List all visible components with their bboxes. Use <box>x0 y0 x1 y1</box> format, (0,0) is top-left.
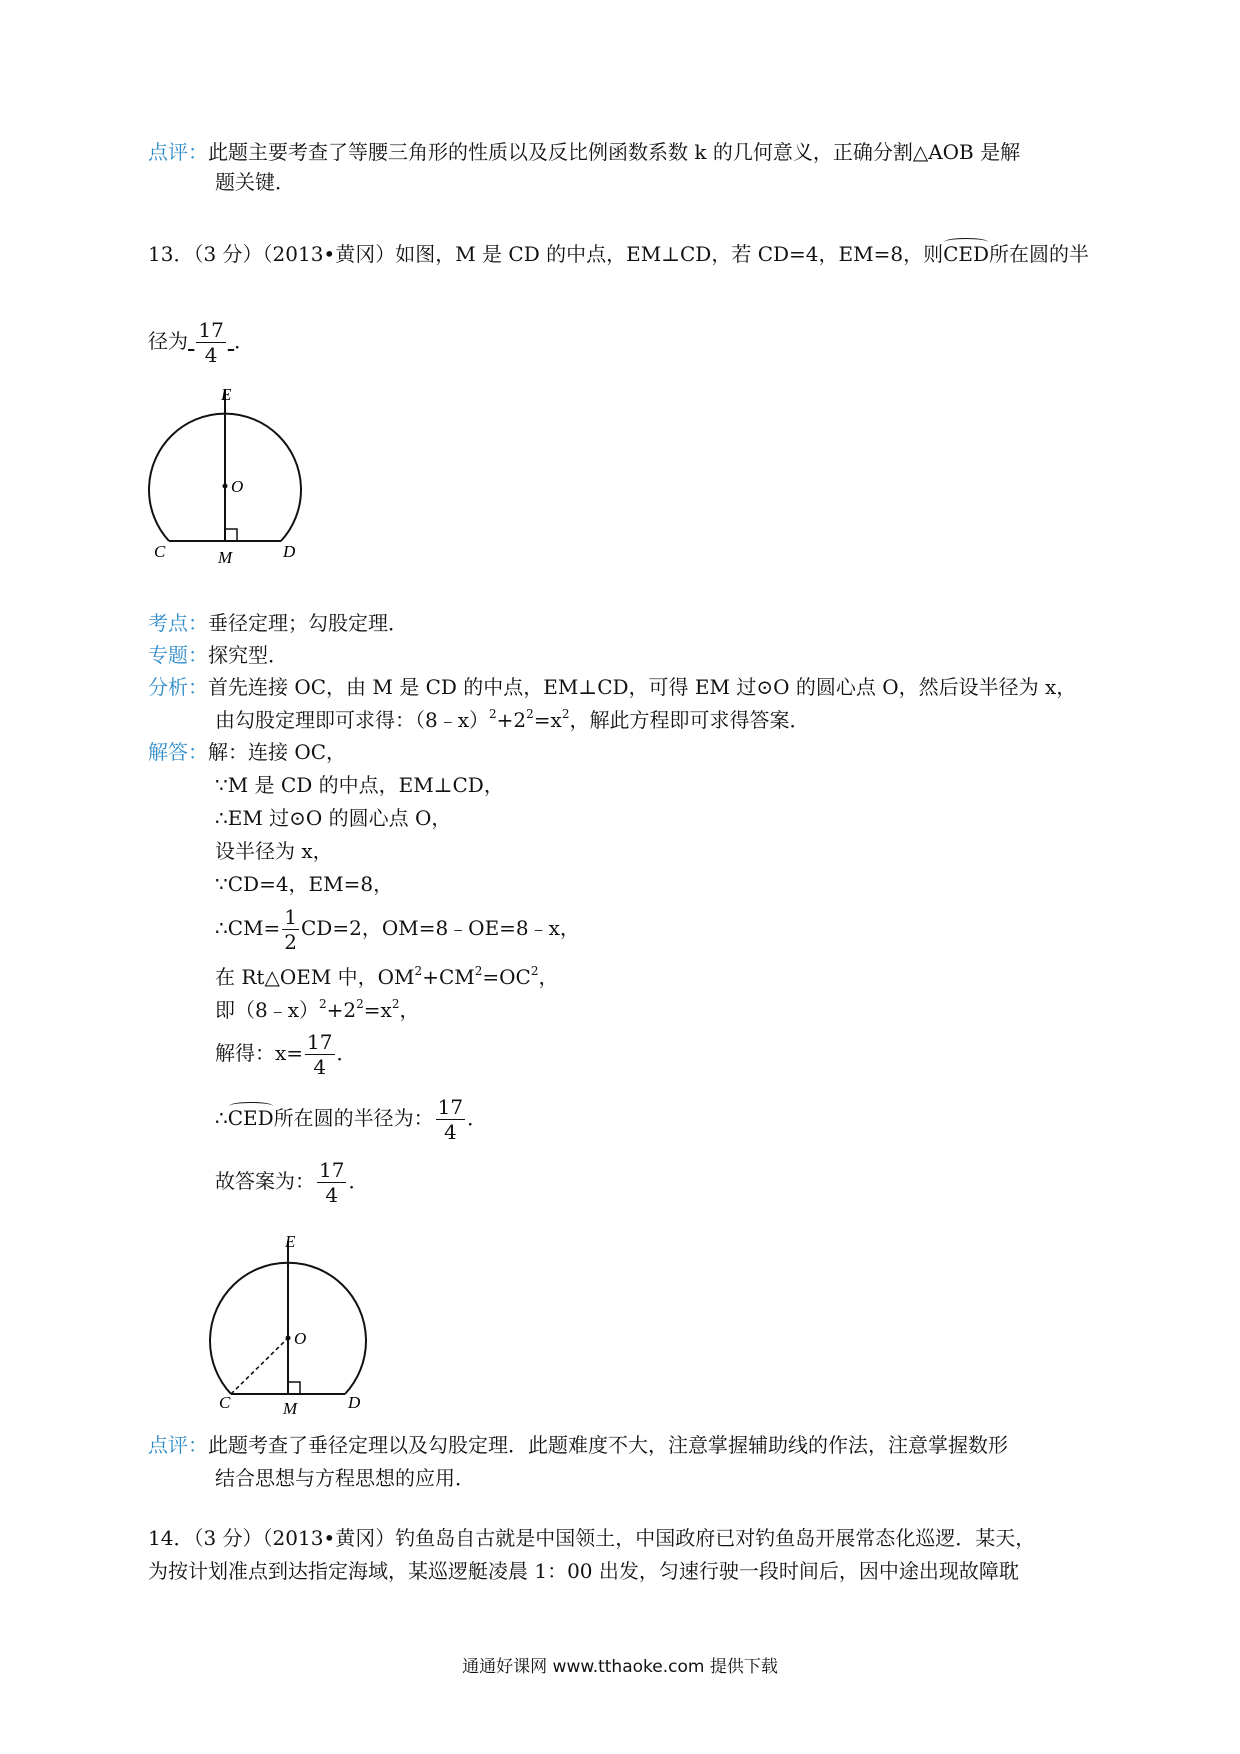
prev-comment-line1 <box>148 142 1020 162</box>
step-text: +2 <box>326 998 357 1022</box>
step-text: 即（8﹣x） <box>215 998 320 1022</box>
label-d: D <box>283 542 296 561</box>
center-point-o <box>223 484 228 489</box>
fenxi-line2-part: ，解此方程即可求得答案． <box>569 708 810 732</box>
fenxi-text: 首先连接 OC，由 M 是 CD 的中点，EM⊥CD，可得 EM 过⊙O 的圆心点 O，然后设半径为 x， <box>208 675 1077 699</box>
superscript: 2 <box>530 964 539 978</box>
segment-oc-dashed <box>231 1338 288 1394</box>
fenxi-line1 <box>148 677 1076 697</box>
q14-line2: 为按计划准点到达指定海域，某巡逻艇凌晨 1：00 出发，匀速行驶一段时间后，因中途出现故障耽 <box>148 1559 1019 1583</box>
label-m: M <box>218 548 233 567</box>
superscript: 2 <box>561 707 570 721</box>
superscript: 2 <box>414 964 423 978</box>
step-text: +CM <box>422 965 475 989</box>
dianping-line1 <box>148 1435 1008 1455</box>
q13-answer-prefix: 径为 <box>148 329 188 353</box>
label-m: M <box>283 1399 298 1418</box>
prev-comment-text: 此题主要考查了等腰三角形的性质以及反比例函数系数 k 的几何意义，正确分割△AOB 是解 <box>208 140 1021 164</box>
step-text: ∴CM= <box>215 916 281 940</box>
kaodian-line <box>148 613 408 633</box>
label-d: D <box>348 1393 361 1412</box>
fraction-half <box>282 907 299 952</box>
jieda-step: ∵CD=4，EM=8， <box>215 872 394 896</box>
dianping-line2: 结合思想与方程思想的应用． <box>215 1466 475 1490</box>
zhuanti-line <box>148 645 288 665</box>
center-point-o <box>286 1336 291 1341</box>
superscript: 2 <box>474 964 483 978</box>
fenxi-line2-part: +2 <box>496 708 527 732</box>
q13-answer-blank <box>188 320 234 365</box>
q13-stem-tail: 所在圆的半 <box>989 242 1090 266</box>
kaodian-label: 考点： <box>148 611 208 635</box>
label-c: C <box>219 1393 231 1412</box>
fraction-numerator: 17 <box>319 1158 345 1182</box>
fraction-17-4 <box>317 1160 346 1205</box>
fraction-17-4 <box>436 1097 465 1142</box>
jieda-step-solve <box>215 1032 357 1077</box>
jieda-step-cm <box>215 907 580 952</box>
prev-comment-label: 点评： <box>148 140 208 164</box>
step-text: ． <box>348 1169 369 1193</box>
q13-answer-fraction <box>196 320 225 365</box>
fraction-denominator: 4 <box>325 1183 339 1207</box>
zhuanti-text: 探究型． <box>208 643 288 667</box>
step-text: CD=2，OM=8﹣OE=8﹣x， <box>301 916 580 940</box>
q13-answer-line <box>148 320 254 365</box>
superscript: 2 <box>391 997 400 1011</box>
step-text: ． <box>336 1041 357 1065</box>
fenxi-line2 <box>215 707 810 732</box>
fenxi-line2-part: =x <box>533 708 562 732</box>
fenxi-line2-part: 由勾股定理即可求得：（8﹣x） <box>215 708 490 732</box>
q13-stem-text: 13．（3 分）（2013•黄冈）如图，M 是 CD 的中点，EM⊥CD，若 CD=4，EM=8，则 <box>148 242 944 266</box>
jieda-label: 解答： <box>148 740 208 764</box>
fraction-numerator: 17 <box>307 1030 333 1054</box>
fraction-numerator: 17 <box>198 318 224 342</box>
step-text: ， <box>399 998 420 1022</box>
zhuanti-label: 专题： <box>148 643 208 667</box>
kaodian-text: 垂径定理；勾股定理． <box>208 611 408 635</box>
prev-comment-line2: 题关键． <box>215 170 295 194</box>
fraction-numerator: 17 <box>437 1095 464 1119</box>
fraction-denominator: 2 <box>284 930 297 954</box>
q13-stem <box>148 244 1089 264</box>
jieda-line1 <box>148 742 346 762</box>
superscript: 2 <box>526 707 534 721</box>
step-text: ， <box>538 965 559 989</box>
arc-ced: CED <box>943 242 990 266</box>
fraction-numerator: 1 <box>284 905 297 929</box>
fraction-denominator: 4 <box>204 343 218 367</box>
step-text: 在 Rt△OEM 中，OM <box>215 965 415 989</box>
step-text: =x <box>363 998 392 1022</box>
q13-answer-suffix: ． <box>234 329 255 353</box>
fraction-denominator: 4 <box>444 1120 457 1144</box>
label-o: O <box>231 477 244 496</box>
label-o: O <box>294 1329 307 1348</box>
figure-circle-1 <box>140 380 340 570</box>
label-e: E <box>221 385 232 404</box>
arc-ced: CED <box>227 1106 274 1130</box>
superscript: 2 <box>319 997 327 1011</box>
step-text: 解得：x= <box>215 1041 304 1065</box>
dianping-text: 此题考查了垂径定理以及勾股定理．此题难度不大，注意掌握辅助线的作法，注意掌握数形 <box>208 1433 1008 1457</box>
step-text: =OC <box>482 965 531 989</box>
figure-circle-2 <box>205 1236 405 1426</box>
page-footer: 通通好课网 www.tthaoke.com 提供下载 <box>462 1657 778 1677</box>
right-angle-mark <box>225 529 237 541</box>
step-text: 所在圆的半径为： <box>273 1106 434 1130</box>
step-text: 故答案为： <box>215 1169 315 1193</box>
jieda-step: 设半径为 x， <box>215 839 333 863</box>
jieda-step-answer <box>215 1160 368 1205</box>
jieda-step-equation <box>215 997 420 1022</box>
step-text: ． <box>467 1106 488 1130</box>
jieda-step-pythag <box>215 964 559 989</box>
step-text: ∴ <box>215 1106 228 1130</box>
jieda-step-radius <box>215 1097 487 1142</box>
jieda-step: ∵M 是 CD 的中点，EM⊥CD， <box>215 773 504 797</box>
fraction-17-4 <box>305 1032 334 1077</box>
q14-line1: 14．（3 分）（2013•黄冈）钓鱼岛自古就是中国领土，中国政府已对钓鱼岛开展常态化巡逻．某天， <box>148 1526 1036 1550</box>
superscript: 2 <box>356 997 364 1011</box>
jieda-step: ∴EM 过⊙O 的圆心点 O， <box>215 806 452 830</box>
jieda-step: 解：连接 OC， <box>208 740 347 764</box>
superscript: 2 <box>489 707 497 721</box>
dianping-label: 点评： <box>148 1433 208 1457</box>
fraction-denominator: 4 <box>313 1055 327 1079</box>
label-c: C <box>154 542 166 561</box>
fenxi-label: 分析： <box>148 675 208 699</box>
right-angle-mark <box>288 1382 300 1394</box>
label-e: E <box>285 1236 296 1251</box>
